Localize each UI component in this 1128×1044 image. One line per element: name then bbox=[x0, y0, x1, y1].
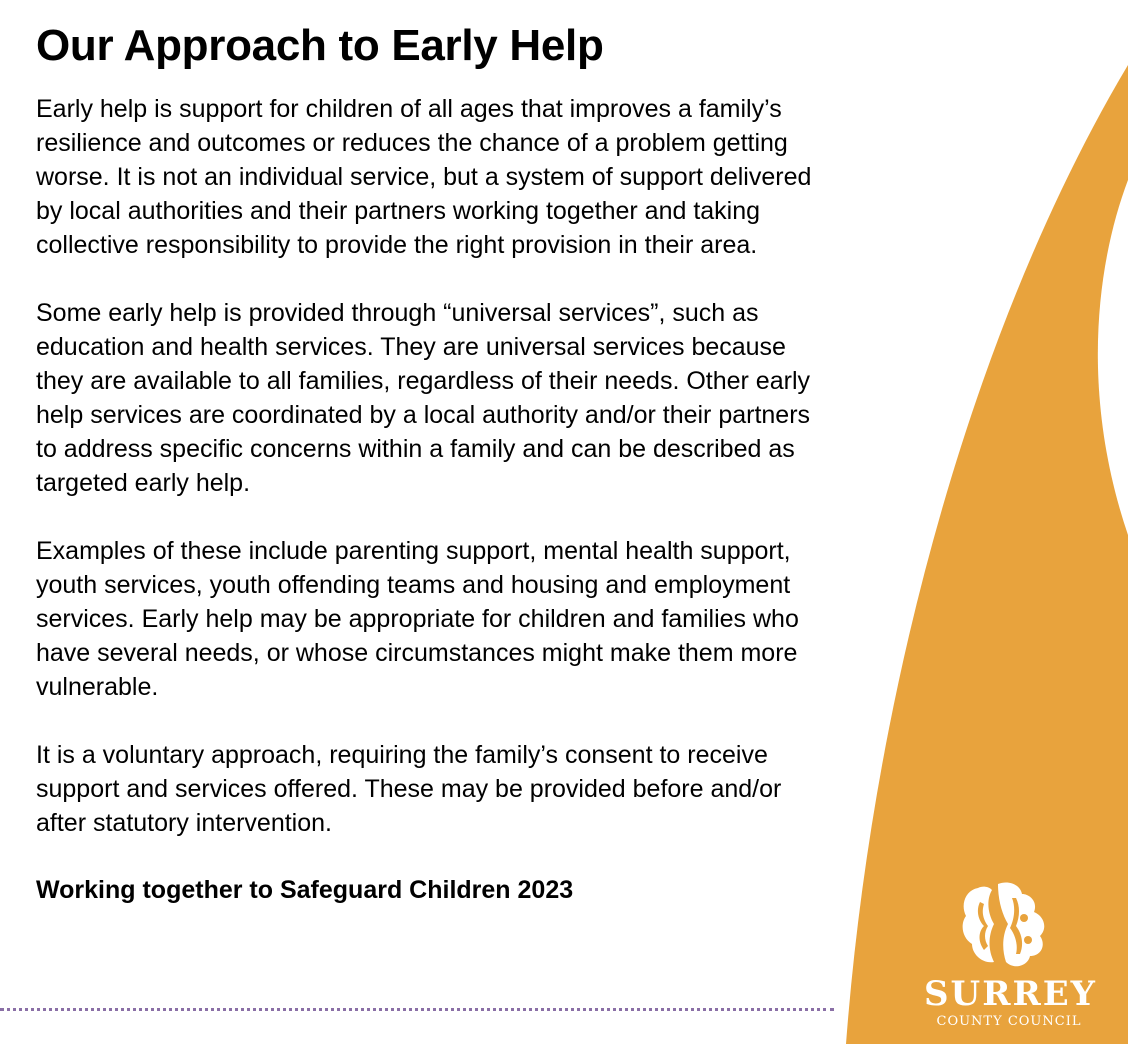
source-citation: Working together to Safeguard Children 2023 bbox=[36, 876, 574, 904]
main-content bbox=[36, 18, 826, 907]
paragraph-voluntary: It is a voluntary approach, requiring the family’s consent to receive support and services offered. These may be provided before and/or after statutory intervention. bbox=[36, 741, 782, 837]
paragraph-examples: Examples of these include parenting support, mental health support, youth services, youth offending teams and housing and employment services. Early help may be appropriate for children and families who have several needs, or whose circumstances might make them more vulnerable. bbox=[36, 537, 799, 701]
page-title: Our Approach to Early Help bbox=[36, 21, 604, 70]
logo-subtitle: COUNTY COUNCIL bbox=[936, 1014, 1082, 1029]
oak-leaves-icon bbox=[958, 880, 1054, 972]
paragraph-universal-services: Some early help is provided through “universal services”, such as education and health services. They are universal services because they are available to all families, regardless of their needs. Other early help services are coordinated by a local authority and/or their partners to address specific concerns within a family and can be described as targeted early help. bbox=[36, 299, 811, 497]
logo-wordmark: SURREY bbox=[924, 974, 1097, 1014]
paragraph-definition: Early help is support for children of all ages that improves a family’s resilience and outcomes or reduces the chance of a problem getting worse. It is not an individual service, but a system of support delivered by local authorities and their partners working together and taking collective responsibility to provide the right provision in their area. bbox=[36, 95, 812, 259]
surrey-county-council-logo bbox=[918, 880, 1098, 1032]
dotted-divider bbox=[0, 1008, 834, 1011]
